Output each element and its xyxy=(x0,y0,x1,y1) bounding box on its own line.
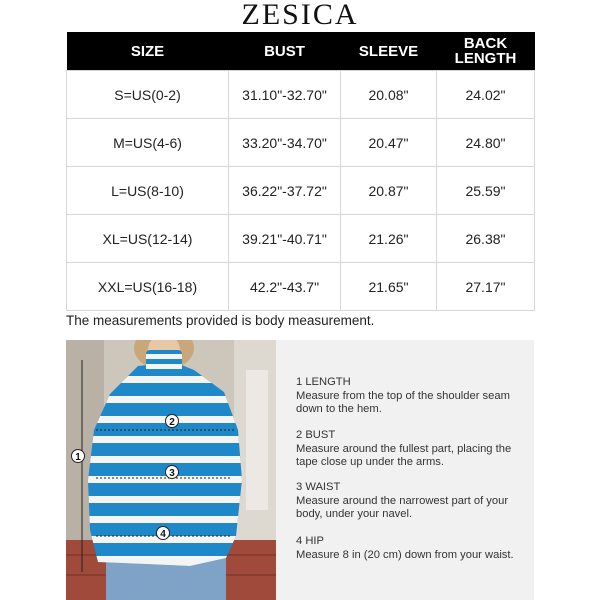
cell-sleeve: 21.65" xyxy=(341,263,437,311)
cell-size: M=US(4-6) xyxy=(67,119,229,167)
cell-bust: 31.10"-32.70" xyxy=(229,71,341,119)
cell-sleeve: 20.08" xyxy=(341,71,437,119)
cell-sleeve: 20.47" xyxy=(341,119,437,167)
cell-size: XXL=US(16-18) xyxy=(67,263,229,311)
guide-length-text: Measure from the top of the shoulder seam down to the hem. xyxy=(296,389,510,415)
cell-back-length: 27.17" xyxy=(437,263,535,311)
guide-hip-text: Measure 8 in (20 cm) down from your waist. xyxy=(296,548,514,561)
table-row xyxy=(67,119,535,167)
cell-bust: 39.21"-40.71" xyxy=(229,215,341,263)
measurement-guide-panel xyxy=(276,340,534,600)
header-bust: BUST xyxy=(229,32,341,71)
cell-bust: 42.2"-43.7" xyxy=(229,263,341,311)
cell-sleeve: 21.26" xyxy=(341,215,437,263)
marker-1 xyxy=(72,450,85,464)
cell-bust: 33.20"-34.70" xyxy=(229,119,341,167)
table-row xyxy=(67,167,535,215)
guide-length-title: 1 LENGTH xyxy=(296,376,351,388)
guide-bust-title: 2 BUST xyxy=(296,429,336,441)
brand-logo: ZESICA xyxy=(241,0,359,31)
cell-size: XL=US(12-14) xyxy=(67,215,229,263)
guide-bust xyxy=(296,429,531,470)
table-row xyxy=(67,215,535,263)
cell-back-length: 25.59" xyxy=(437,167,535,215)
table-row xyxy=(67,71,535,119)
marker-4 xyxy=(157,527,170,541)
cell-sleeve: 20.87" xyxy=(341,167,437,215)
model-illustration xyxy=(66,340,276,600)
table-row xyxy=(67,263,535,311)
header-sleeve: SLEEVE xyxy=(341,32,437,71)
svg-text:4: 4 xyxy=(160,529,166,540)
guide-hip xyxy=(296,535,531,562)
svg-text:1: 1 xyxy=(75,452,81,463)
marker-2 xyxy=(166,415,179,429)
svg-text:3: 3 xyxy=(169,468,175,479)
cell-size: S=US(0-2) xyxy=(67,71,229,119)
cell-back-length: 24.02" xyxy=(437,71,535,119)
guide-length xyxy=(296,376,531,417)
cell-back-length: 24.80" xyxy=(437,119,535,167)
header-size: SIZE xyxy=(67,32,229,71)
guide-waist-text: Measure around the narrowest part of your body, under your navel. xyxy=(296,494,509,520)
cell-bust: 36.22"-37.72" xyxy=(229,167,341,215)
svg-text:2: 2 xyxy=(169,417,175,428)
measurement-note: The measurements provided is body measurement. xyxy=(66,313,375,328)
guide-waist-title: 3 WAIST xyxy=(296,481,341,493)
marker-3 xyxy=(166,466,179,480)
cell-size: L=US(8-10) xyxy=(67,167,229,215)
guide-bust-text: Measure around the fullest part, placing the tape close up under the arms. xyxy=(296,442,512,468)
size-chart-table xyxy=(66,32,535,311)
cell-back-length: 26.38" xyxy=(437,215,535,263)
guide-waist xyxy=(296,481,531,522)
header-back-length: BACK LENGTH xyxy=(437,32,535,71)
table-header-row xyxy=(67,32,535,71)
model-photo xyxy=(66,340,276,600)
guide-hip-title: 4 HIP xyxy=(296,535,324,547)
